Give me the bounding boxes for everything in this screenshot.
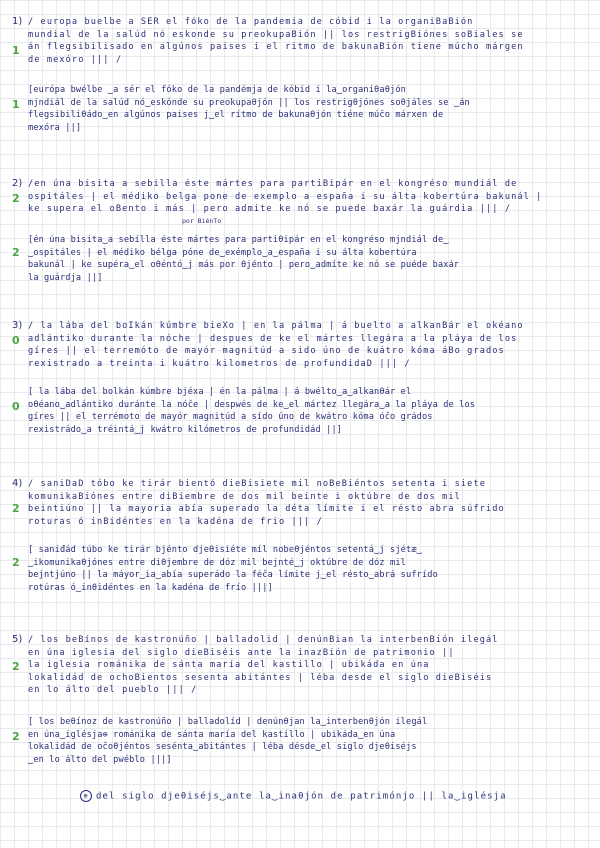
text-line: ‿ikomunikaθjónes entre diθjembre de dóz mil bejnté‿j oktúbre de dóz mil	[28, 557, 406, 568]
section-number: 5)	[12, 634, 23, 645]
footnote-text: del siglo djeθiséjs‿ante la‿inaθjón de patrimónjo || la‿iglésja	[96, 791, 507, 802]
original-text	[28, 320, 556, 370]
transcription-text	[28, 386, 556, 436]
text-line: roturas ó inBidéntes en la kadéna de frio ||| /	[28, 516, 323, 527]
text-line: án flegsibilisado en algúnos paises i el ritmo de bakunaBión tiene múcho márgen	[28, 42, 524, 53]
section-number: 3)	[12, 320, 23, 331]
text-line: [európa bwélbe ‿a sér el fóko de la pandémja de kóbid i la‿organiθaθjón	[28, 85, 406, 95]
text-line: rexistrádo‿a tréintá‿j kwátro kilómetros de profundidád ||]	[28, 424, 343, 435]
score-mark: 2	[12, 502, 20, 515]
text-line: la guárdja ||]	[28, 272, 103, 283]
text-line: / europa buelbe a SER el fóko de la pandemia de cóbid i la organiBaBión	[28, 17, 474, 27]
text-line: bakunál | ke supéra‿el oθéntó‿j más por θjénto | pero‿admíte ke nó se puéde baxár	[28, 260, 460, 271]
score-mark: 2	[12, 192, 20, 205]
text-line: bejntjúno || la máyor‿ia‿abía superádo la féča límite j‿el résto‿abrá sufrído	[28, 570, 438, 581]
text-line: rotúras ó‿inθidéntes en la kadéna de frío |||]	[28, 582, 273, 593]
score-mark: 2	[12, 556, 20, 569]
text-line: mexóra ||]	[28, 122, 82, 133]
transcription-text	[28, 234, 556, 284]
text-line: en lo álto del pueblo ||| /	[28, 685, 198, 696]
text-line: en úna‿iglésja⊕ románika de sánta maría del kastíllo | ubikáda‿en úna	[28, 729, 396, 740]
text-line: oθéano‿adlántiko duránte la nóče | despwés de ke‿el mártez llegára‿a la pláya de los	[28, 399, 476, 410]
text-line: / saniDaD tóbo ke tirár bientó dieBisiete mil noBeBiéntos setenta i siete	[28, 479, 486, 489]
original-text	[28, 16, 556, 66]
text-line: ospitáles | el médiko belga pone de exemplo a españa i su álta kobertúra bakunál |	[28, 191, 543, 202]
section-number: 4)	[12, 478, 23, 489]
text-line: [ los beθínoz de kastronúño | balladolíd | denúnθjan la‿interbenθjón ilegál	[28, 717, 428, 727]
original-text	[28, 178, 556, 216]
original-text	[28, 478, 556, 528]
text-line: gíres || el terrémoto de mayór magnitúd a sído úno de kwátro kóma óčo grádos	[28, 412, 433, 423]
text-line: ‿en lo álto del pwéblo |||]	[28, 754, 172, 765]
text-line: / los beBínos de kastronúño | balladolid | denúnBian la interbenBión ilegál	[28, 635, 499, 645]
text-line: komunikaBiónes entre diBiembre de dos mil beinte i oktúbre de dos mil	[28, 491, 461, 502]
text-line: en úna iglesia del siglo dieBiséis ante la inazBión de patrimonio ||	[28, 647, 455, 658]
score-mark: 1	[12, 98, 20, 111]
section-number: 2)	[12, 178, 23, 189]
text-line: / la lába del boIkán kúmbre bieXo | en la pálma | á buelto a alkanBár el okéano	[28, 321, 524, 331]
text-line: lokalidád de ochoBientos sesenta abitántes | léba desde el siglo dieBiséis	[28, 672, 493, 683]
transcription-text	[28, 716, 556, 766]
text-line: de mexóro ||| /	[28, 54, 123, 65]
text-line: flegsibiliθádo‿en algúnos paises j‿el rítmo de bakunaθjón tiéne múčo márxen de	[28, 110, 444, 121]
text-line: mundial de la salúd nó eskonde su preokupaBión || los restrigBiónes soBiales se	[28, 29, 524, 40]
score-mark: 1	[12, 44, 20, 57]
footnote-marker: ⊕	[80, 790, 92, 802]
text-line: [ la lába del bolkán kúmbre bjéxa | én la pálma | á bwélto‿a‿alkanθár el	[28, 387, 412, 397]
section-number: 1)	[12, 16, 23, 27]
text-line: [én úna bisita‿a sebílla éste mártes para partiθipár en el kongréso mjndiál de‿	[28, 235, 449, 245]
text-line: [ saniđád túbo ke tirár bjénto djeθisiéte míl nobeθjéntos setentá‿j sjétæ‿	[28, 545, 422, 555]
text-line: lokalidád de očoθjéntos sesénta‿abitántes | léba désde‿el siglo djeθiséjs	[28, 742, 417, 753]
text-line: /en úna bisita a sebilla éste mártes para partiBipár en el kongréso mundiál de	[28, 179, 518, 189]
score-mark: 0	[12, 400, 20, 413]
transcription-text	[28, 84, 556, 134]
text-line: la iglesia románika de sánta maría del kastillo | ubikáda en úna	[28, 660, 430, 671]
text-line: beintiúno || la mayoria abía superado la déta límite i el résto abra súfrido	[28, 504, 505, 515]
score-mark: 2	[12, 730, 20, 743]
text-line: ‿ospitáles | el médiko bélga póne de‿exémplo‿a‿españa i su álta kobertúra	[28, 247, 417, 258]
insertion-note: por BiénTo	[182, 217, 222, 225]
text-line: ke supera el oBento i más | pero admite ke nó se puede baxár la guárdia ||| /	[28, 204, 512, 215]
text-line: gíres || el terremóto de mayór magnitúd a sido úno de kuátro kóma áBo grados	[28, 346, 505, 357]
footnote	[80, 790, 507, 802]
score-mark: 2	[12, 246, 20, 259]
text-line: rexistrado a treinta i kuátro kilometros de profundidaD ||| /	[28, 358, 411, 369]
text-line: adlántiko durante la nóche | despues de ke el mártes llegára a la pláya de los	[28, 333, 518, 344]
score-mark: 2	[12, 660, 20, 673]
transcription-text	[28, 544, 556, 594]
score-mark: 0	[12, 334, 20, 347]
original-text	[28, 634, 556, 697]
text-line: mjndiál de la salúd nó‿eskónde su preokupaθjón || los restrigθjónes soθjáles se ‿án	[28, 97, 470, 108]
